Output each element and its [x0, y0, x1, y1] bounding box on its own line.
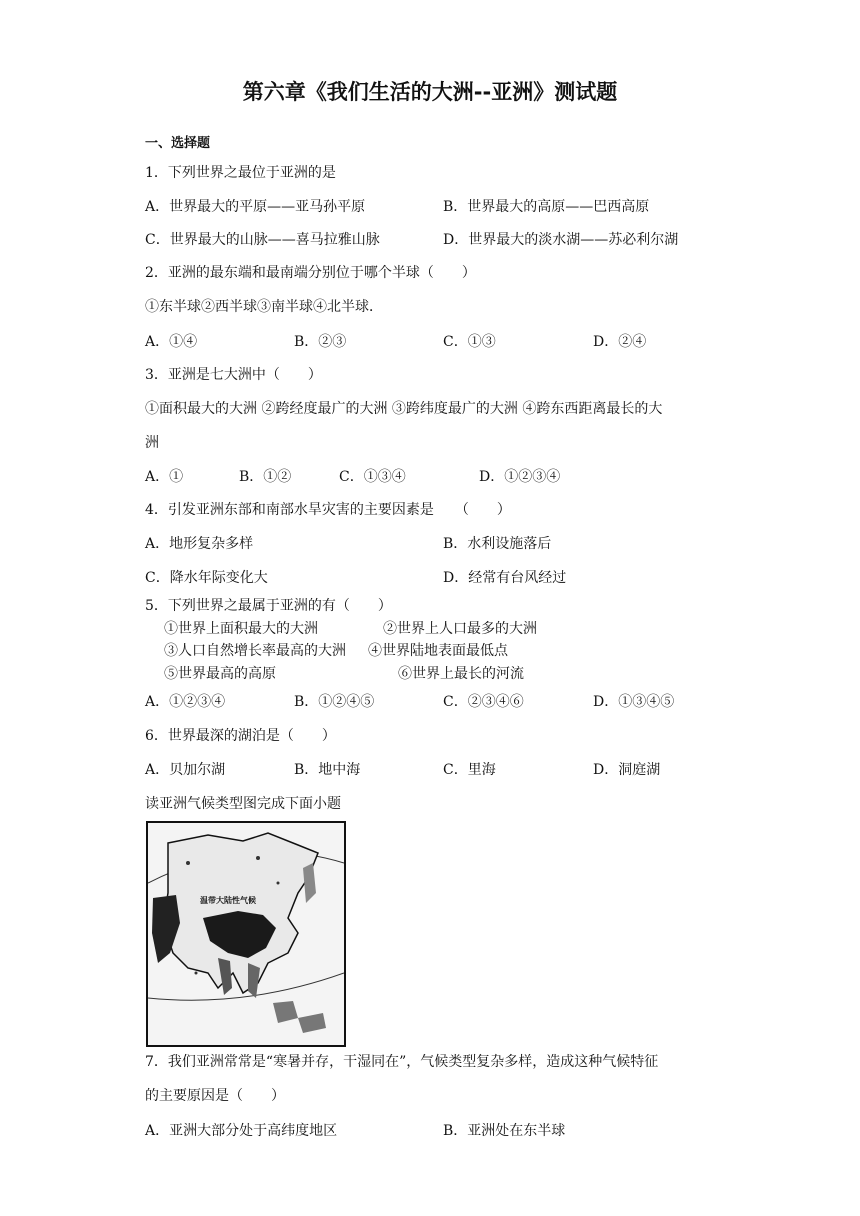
question-3-option-d: D．①②③④	[479, 469, 561, 485]
reading-instruction: 读亚洲气候类型图完成下面小题	[145, 796, 341, 812]
question-3-option-b: B．①②	[239, 469, 292, 485]
question-4-option-b: B．水利设施落后	[443, 536, 552, 552]
question-4-option-c: C．降水年际变化大	[145, 570, 268, 586]
question-3-items-line-1: ①面积最大的大洲 ②跨经度最广的大洲 ③跨纬度最广的大洲 ④跨东西距离最长的大	[145, 401, 663, 417]
question-1-option-b: B．世界最大的高原——巴西高原	[443, 199, 650, 215]
question-3-stem: 3．亚洲是七大洲中（ ）	[145, 367, 322, 383]
question-5-item-3: ③人口自然增长率最高的大洲	[164, 643, 346, 659]
question-6-option-a: A．贝加尔湖	[145, 762, 226, 778]
question-4-option-d: D．经常有台风经过	[443, 570, 567, 586]
question-2-stem: 2．亚洲的最东端和最南端分别位于哪个半球（ ）	[145, 265, 476, 281]
question-5-item-2: ②世界上人口最多的大洲	[383, 621, 537, 637]
question-2-items: ①东半球②西半球③南半球④北半球．	[145, 299, 383, 315]
question-7-option-a: A．亚洲大部分处于高纬度地区	[145, 1123, 338, 1139]
question-1-option-a: A．世界最大的平原——亚马孙平原	[145, 199, 366, 215]
question-2-option-b: B．②③	[294, 334, 347, 350]
section-heading: 一、选择题	[145, 136, 211, 151]
question-5-option-c: C．②③④⑥	[443, 694, 524, 710]
question-3-option-a: A．①	[145, 469, 184, 485]
question-3-items-line-2: 洲	[145, 435, 159, 451]
question-6-option-b: B．地中海	[294, 762, 361, 778]
question-7-stem-line-1: 7．我们亚洲常常是“寒暑并存，干湿同在”，气候类型复杂多样，造成这种气候特征	[145, 1054, 659, 1070]
map-climate-label: 温带大陆性气候	[200, 896, 256, 905]
question-3-option-c: C．①③④	[339, 469, 406, 485]
question-4-stem: 4．引发亚洲东部和南部水旱灾害的主要因素是 （ ）	[145, 502, 511, 518]
page-title: 第六章《我们生活的大洲--亚洲》测试题	[242, 80, 618, 104]
question-1-stem: 1．下列世界之最位于亚洲的是	[145, 165, 336, 181]
question-2-option-a: A．①④	[145, 334, 198, 350]
asia-climate-map	[146, 821, 346, 1047]
question-5-option-b: B．①②④⑤	[294, 694, 375, 710]
question-6-option-c: C．里海	[443, 762, 496, 778]
question-6-stem: 6．世界最深的湖泊是（ ）	[145, 728, 336, 744]
question-5-stem: 5．下列世界之最属于亚洲的有（ ）	[145, 598, 392, 614]
question-1-option-c: C．世界最大的山脉——喜马拉雅山脉	[145, 232, 380, 248]
question-5-item-4: ④世界陆地表面最低点	[368, 643, 508, 659]
question-1-option-d: D．世界最大的淡水湖——苏必利尔湖	[443, 232, 679, 248]
question-5-option-d: D．①③④⑤	[593, 694, 675, 710]
question-4-option-a: A．地形复杂多样	[145, 536, 254, 552]
question-2-option-c: C．①③	[443, 334, 496, 350]
question-5-item-6: ⑥世界上最长的河流	[398, 666, 524, 682]
question-7-stem-line-2: 的主要原因是（ ）	[145, 1088, 285, 1104]
question-5-item-5: ⑤世界最高的高原	[164, 666, 276, 682]
question-6-option-d: D．洞庭湖	[593, 762, 661, 778]
question-5-item-1: ①世界上面积最大的大洲	[164, 621, 318, 637]
question-2-option-d: D．②④	[593, 334, 647, 350]
question-5-option-a: A．①②③④	[145, 694, 226, 710]
question-7-option-b: B．亚洲处在东半球	[443, 1123, 566, 1139]
